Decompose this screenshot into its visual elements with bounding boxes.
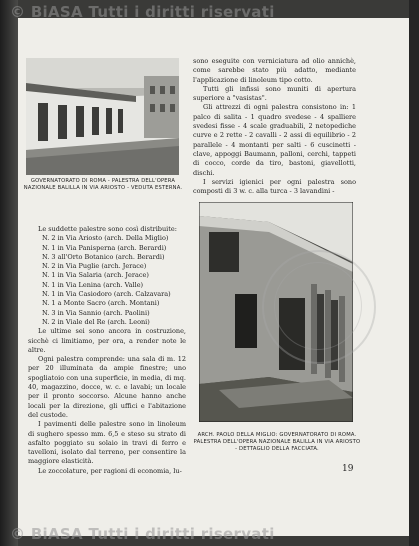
right-paragraph: sono eseguite con verniciatura ad olio annichè, come sarebbe stato più adatto, mediante l'applicazione di linoleum tipo cotto. xyxy=(193,57,356,84)
left-paragraph: I pavimenti delle palestre sono in linoleum di sughero spesso mm. 6,5 e steso su strato di asfalto poggiato su solaio in travi di ferro e tavelloni, isolato dal terreno, per consentire la maggiore elasticità. xyxy=(28,420,186,466)
left-intro: Le suddette palestre sono così distribuite: xyxy=(38,225,177,233)
book-spine xyxy=(0,0,18,546)
list-item: N. 2 in Viale del Re (arch. Leoni) xyxy=(42,317,150,326)
list-item: N. 2 in Via Puglie (arch. Jerace) xyxy=(42,262,147,271)
left-column-text xyxy=(28,225,186,476)
list-item: N. 3 all'Orto Botanico (arch. Berardi) xyxy=(42,252,165,261)
list-item: N. 1 in Via Casiodoro (arch. Calzavara) xyxy=(42,290,171,299)
page-number: 19 xyxy=(342,464,354,474)
page-edge xyxy=(409,0,419,546)
list-item: N. 1 in Via Lenina (arch. Valle) xyxy=(42,280,144,289)
photo-caption-1: GOVERNATORATO DI ROMA - PALESTRA DELL'OPERA NAZIONALE BALILLA IN VIA ARIOSTO - VEDUTA ESTERNA. xyxy=(23,178,183,191)
watermark-bottom: © BiASA Tutti i diritti riservati xyxy=(10,525,275,543)
list-item: N. 1 in Via Salaria (arch. Jerace) xyxy=(42,271,149,280)
left-paragraph: Le ultime sei sono ancora in costruzione, sicchè ci limitiamo, per ora, a render note le altre. xyxy=(28,327,186,354)
gym-list xyxy=(28,234,186,327)
photo-exterior-view xyxy=(26,58,179,175)
right-paragraph: Tutti gli infissi sono muniti di apertura superiore a "vasistas". xyxy=(193,84,356,103)
list-item: N. 1 in Via Panisperna (arch. Berardi) xyxy=(42,243,167,252)
watermark-top: © BiASA Tutti i diritti riservati xyxy=(10,3,275,21)
library-stamp-inner xyxy=(274,262,362,350)
left-paragraph: Ogni palestra comprende: una sala di m. 12 per 20 illuminata da ampie finestre; uno spogliatoio con una superficie, in media, di mq. 40, magazzino, docce, w. c. e lavabi; un locale per il pronto soccorso. Alcune hanno anche locali per la direzione, gli uffici e l'abitazione del custode. xyxy=(28,355,186,419)
right-paragraph: I servizi igienici per ogni palestra sono composti di 3 w. c. alla turca - 3 lavandini - xyxy=(193,177,356,196)
list-item: N. 2 in Via Ariosto (arch. Della Miglio) xyxy=(42,234,169,243)
photo-caption-2: ARCH. PAOLO DELLA MIGLIO: GOVERNATORATO DI ROMA. PALESTRA DELL'OPERA NAZIONALE BALILLA IN VIA ARIOSTO - DETTAGLIO DELLA FACCIATA. xyxy=(193,432,361,452)
right-column-text xyxy=(193,57,356,196)
right-paragraph: Gli attrezzi di ogni palestra consistono in: 1 palco di salita - 1 quadro svedese - 4 spalliere svedesi fisse - 4 scale graduabili, 2 netopediche curve e 2 rette - 2 cavalli - 2 assi di equilibrio - 2 parallele - 4 montanti per salti - 6 cuscinetti - clave, appoggi Baumann, palloni, cerchi, tappeti di cocco, corde da tiro, bastoni, giavellotti, dischi. xyxy=(193,103,356,177)
list-item: N. 3 in Via Sannio (arch. Paolini) xyxy=(42,308,150,317)
left-paragraph: Le zoccolature, per ragioni di economia, lu- xyxy=(38,466,182,475)
list-item: N. 1 a Monte Sacro (arch. Montani) xyxy=(42,299,160,308)
